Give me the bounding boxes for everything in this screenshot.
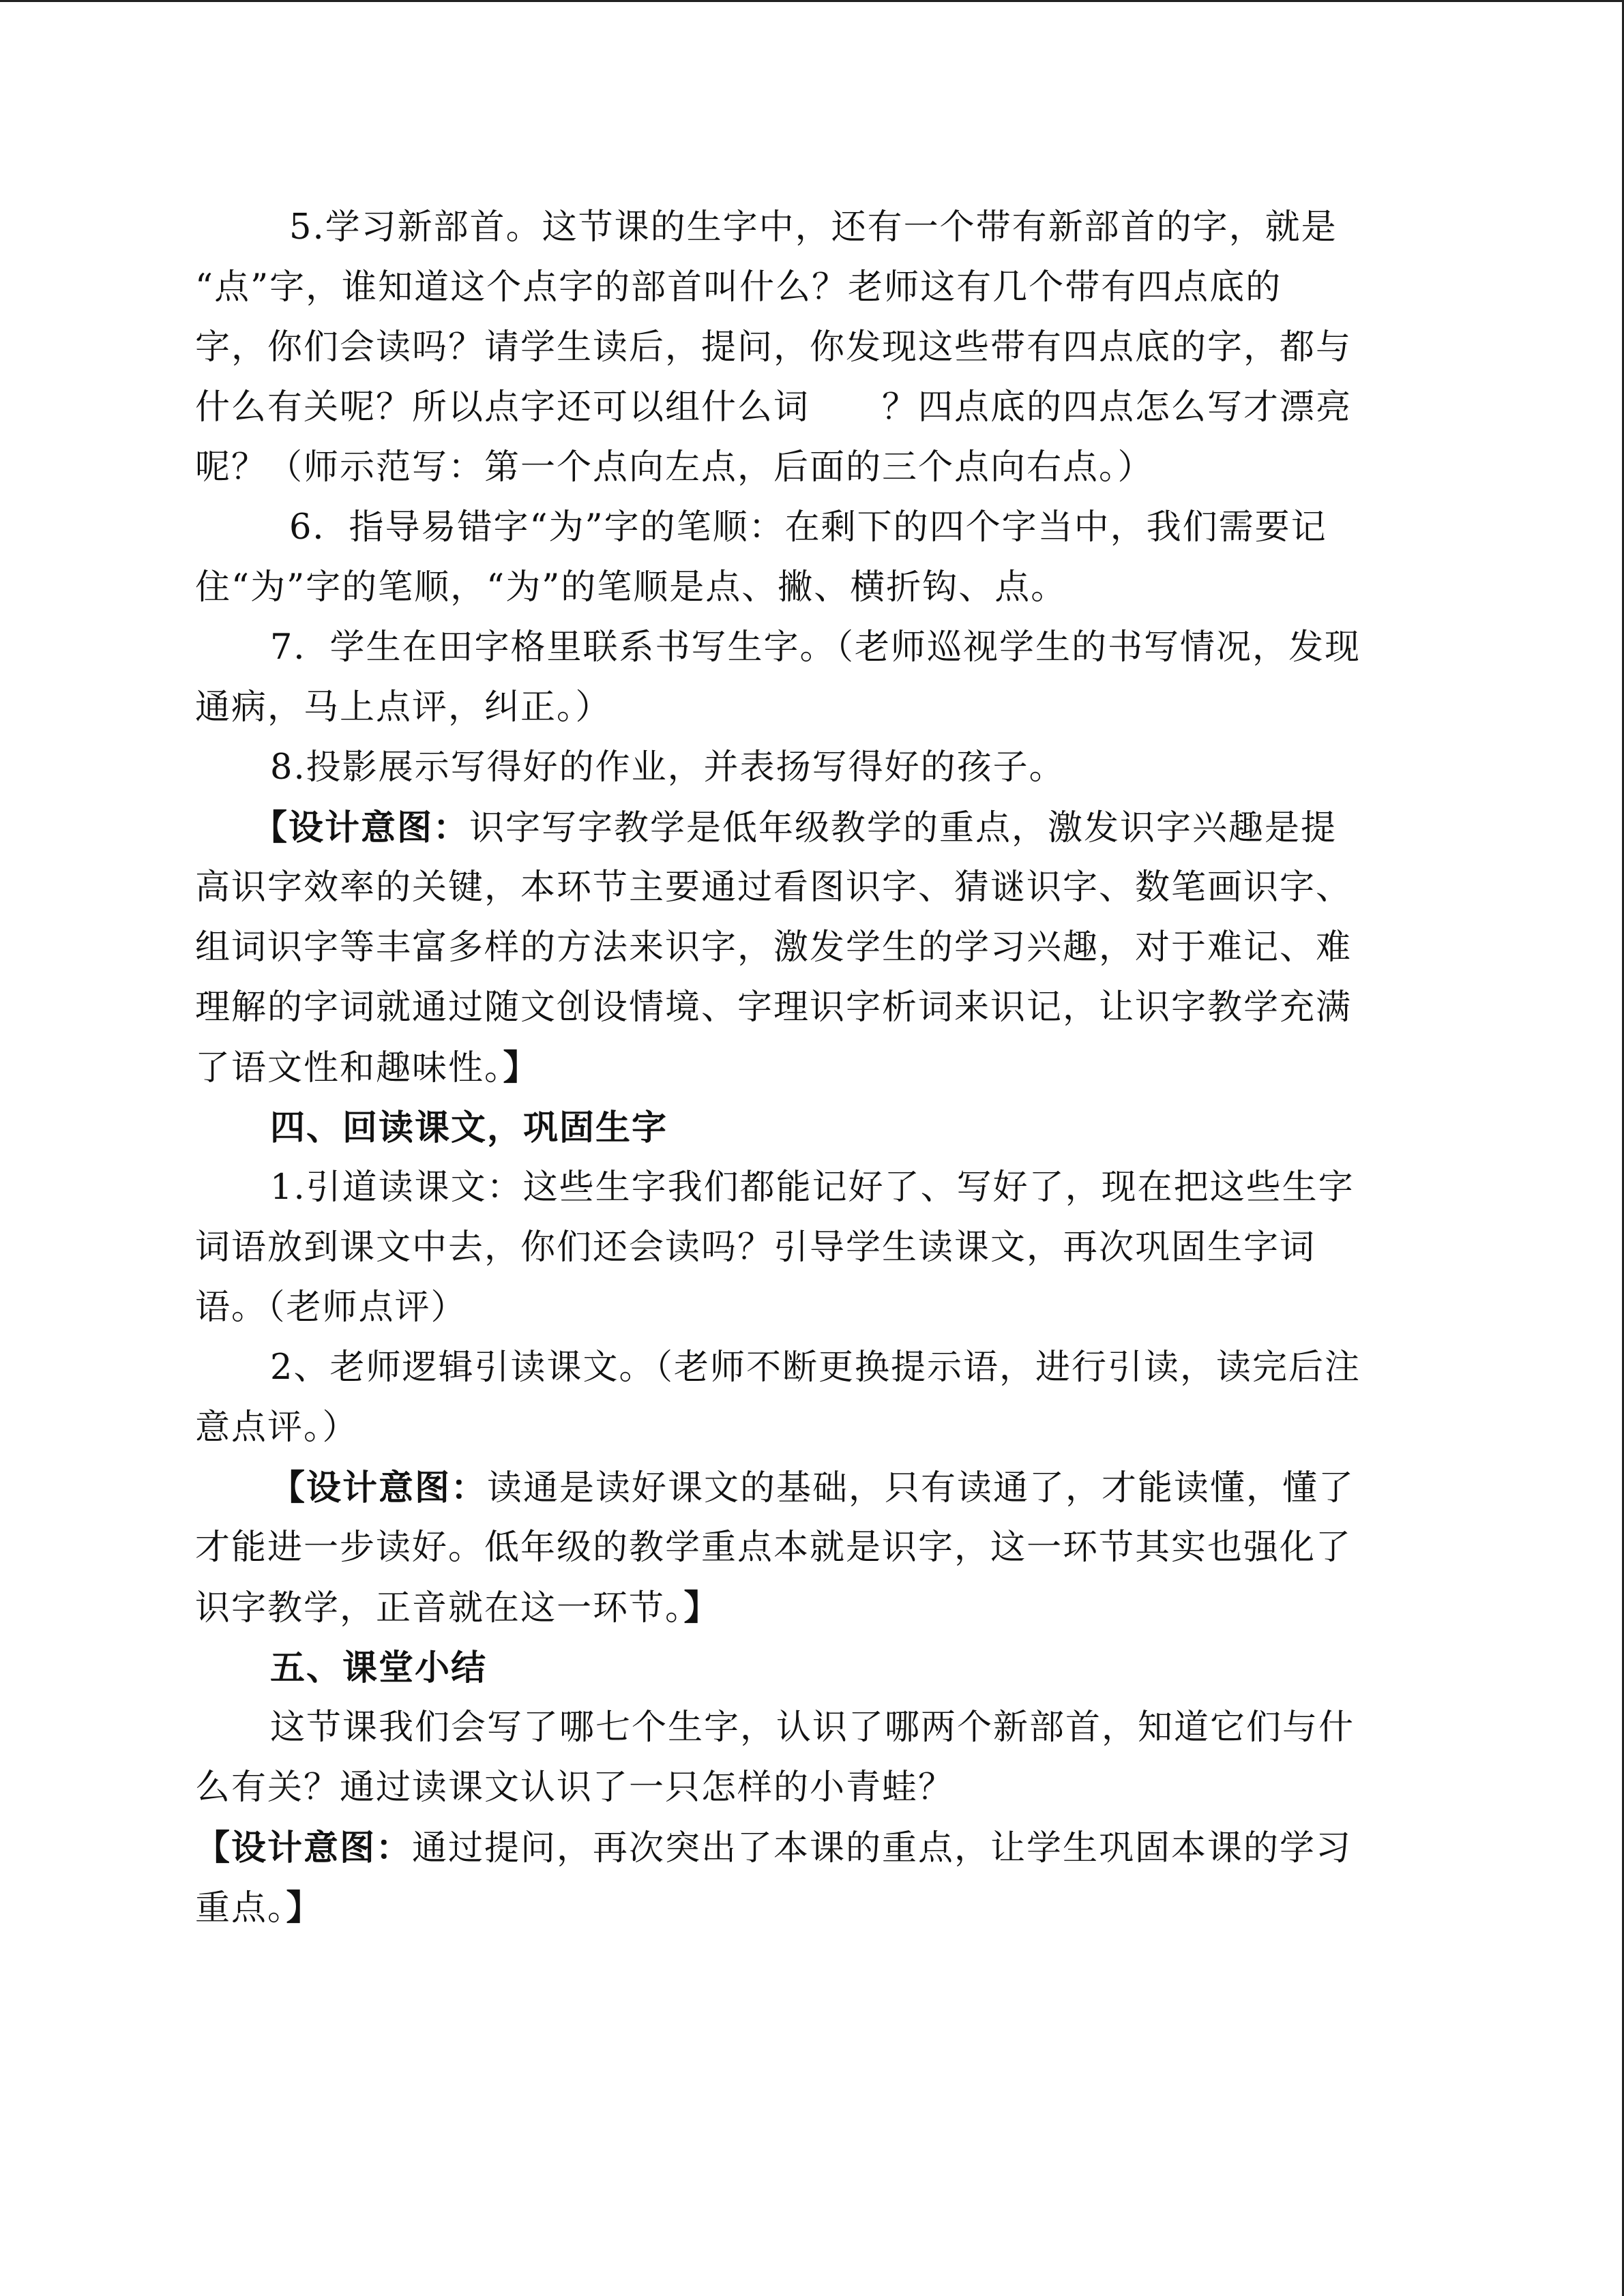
paragraph-line: 这节课我们会写了哪七个生字，认识了哪两个新部首，知道它们与什	[270, 1708, 1355, 1748]
design-intent-text: 识字教学，正音就在这一环节。	[195, 1588, 684, 1628]
paragraph-line: 7．学生在田字格里联系书写生字。（老师巡视学生的书写情况，发现	[270, 627, 1361, 668]
paragraph-line: 理解的字词就通过随文创设情境、字理识字析词来识记，让识字教学充满	[195, 987, 1353, 1028]
design-intent-line	[270, 1458, 1355, 1519]
paragraph-line: 通病，马上点评，纠正。）	[195, 687, 612, 728]
paragraph-line: 高识字效率的关键，本环节主要通过看图识字、猜谜识字、数笔画识字、	[195, 867, 1353, 908]
paragraph-line: “点”字，谁知道这个点字的部首叫什么？老师这有几个带有四点底的	[195, 267, 1282, 308]
paragraph-line	[195, 1038, 540, 1099]
paragraph-line: 呢？（师示范写：第一个点向左点，后面的三个点向右点。）	[195, 447, 1154, 488]
design-intent-text: 通过提问，再次突出了本课的重点，让学生巩固本课的学习	[412, 1828, 1353, 1868]
section-heading: 五、课堂小结	[270, 1648, 488, 1688]
paragraph-line: 意点评。）	[195, 1407, 359, 1448]
design-intent-text: 读通是读好课文的基础，只有读通了，才能读懂，懂了	[487, 1468, 1355, 1508]
closing-bracket: 】	[503, 1047, 540, 1088]
design-intent-line	[252, 798, 1337, 859]
paragraph-line: 住“为”字的笔顺，“为”的笔顺是点、撇、横折钩、点。	[195, 567, 1067, 608]
design-intent-label: 【设计意图：	[270, 1467, 488, 1508]
paragraph-line: 什么有关呢？所以点字还可以组什么词 ？四点底的四点怎么写才漂亮	[195, 387, 1353, 428]
paragraph-line: 组词识字等丰富多样的方法来识字，激发学生的学习兴趣，对于难记、难	[195, 927, 1353, 968]
design-intent-label: 【设计意图：	[252, 807, 470, 848]
paragraph-line: 2、老师逻辑引读课文。（老师不断更换提示语，进行引读，读完后注	[270, 1347, 1361, 1388]
paragraph-line	[195, 1878, 323, 1939]
paragraph-line: 才能进一步读好。低年级的教学重点本就是识字，这一环节其实也强化了	[195, 1527, 1353, 1568]
closing-bracket: 】	[683, 1587, 720, 1628]
paragraph-line: 词语放到课文中去，你们还会读吗？引导学生读课文，再次巩固生字词	[195, 1227, 1316, 1268]
design-intent-text: 重点。	[195, 1888, 286, 1928]
design-intent-label: 【设计意图：	[195, 1828, 413, 1868]
paragraph-line: 语。（老师点评）	[195, 1287, 467, 1328]
closing-bracket: 】	[286, 1888, 323, 1928]
paragraph-line: 么有关？通过读课文认识了一只怎样的小青蛙？	[195, 1768, 955, 1808]
paragraph-line: 1.引道读课文：这些生字我们都能记好了、写好了，现在把这些生字	[270, 1167, 1355, 1208]
paragraph-line: 8.投影展示写得好的作业，并表扬写得好的孩子。	[270, 747, 1065, 788]
section-heading: 四、回读课文，巩固生字	[270, 1107, 668, 1148]
paragraph-line: 6．指导易错字“为”字的笔顺：在剩下的四个字当中，我们需要记	[289, 507, 1327, 548]
paragraph-line	[195, 1578, 720, 1639]
design-intent-text: 识字写字教学是低年级教学的重点，激发识字兴趣是提	[469, 808, 1338, 848]
paragraph-line: 字，你们会读吗？请学生读后，提问，你发现这些带有四点底的字，都与	[195, 327, 1353, 368]
paragraph-line: 5.学习新部首。这节课的生字中，还有一个带有新部首的字，就是	[289, 207, 1338, 248]
design-intent-line	[195, 1818, 1352, 1879]
design-intent-text: 了语文性和趣味性。	[195, 1048, 503, 1088]
